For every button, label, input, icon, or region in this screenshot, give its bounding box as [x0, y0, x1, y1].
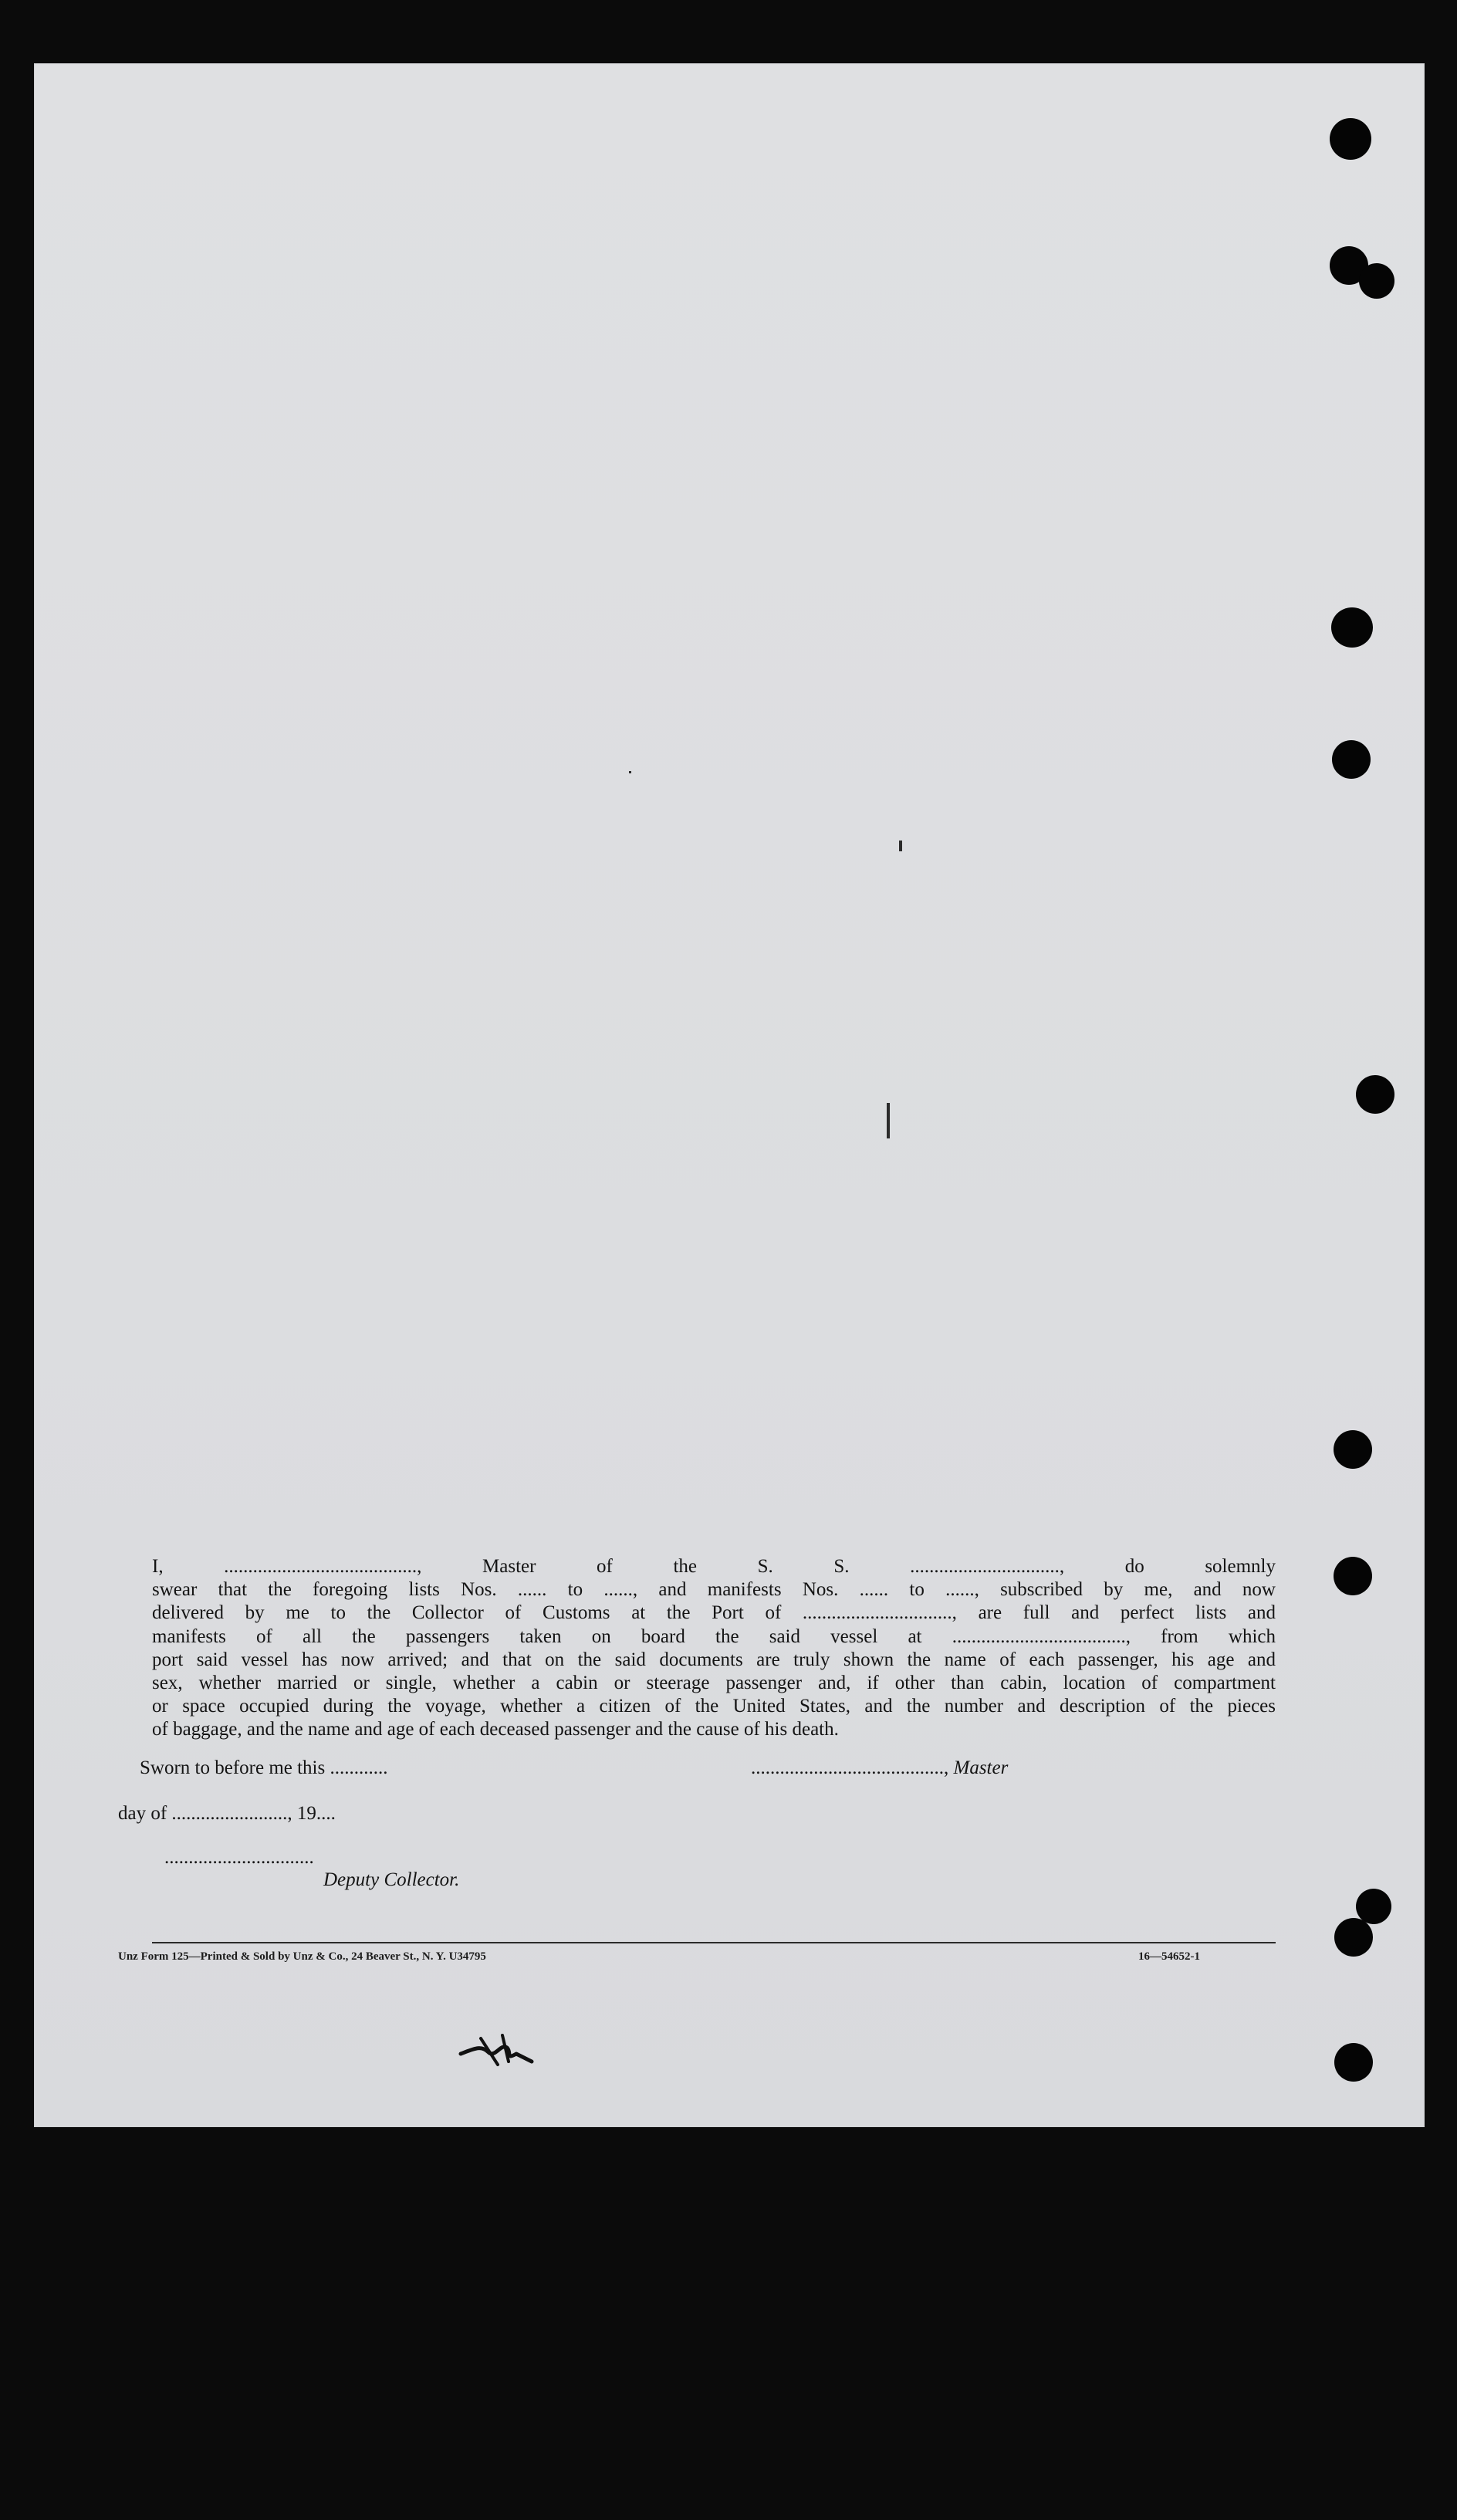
collector-signature-line	[164, 1847, 314, 1869]
handwritten-initials-mark	[458, 2031, 535, 2068]
oath-line: I, ........................................, Master of the S. S. ..............................., do solemnly	[152, 1556, 1276, 1577]
punch-hole	[1334, 1430, 1372, 1469]
ink-speck	[899, 841, 902, 851]
master-signature-line	[751, 1757, 1008, 1779]
day-line	[118, 1803, 336, 1825]
deputy-collector-text: Deputy Collector.	[323, 1869, 460, 1890]
deputy-collector-label	[323, 1869, 459, 1891]
oath-line: manifests of all the passengers taken on board the said vessel at ...................................., from which	[152, 1625, 1276, 1647]
footer-rule	[152, 1942, 1276, 1943]
printer-imprint: Unz Form 125—Printed & Sold by Unz & Co., 24 Beaver St., N. Y. U34795	[118, 1950, 486, 1963]
oath-line: of baggage, and the name and age of each deceased passenger and the cause of his death.	[152, 1719, 839, 1740]
punch-hole	[1356, 1075, 1394, 1114]
sworn-line	[140, 1757, 387, 1779]
punch-hole	[1334, 1918, 1373, 1957]
ink-speck	[629, 771, 631, 773]
oath-line: port said vessel has now arrived; and that on the said documents are truly shown the name of each passenger, his age and	[152, 1649, 1276, 1670]
oath-line: swear that the foregoing lists Nos. ...... to ......, and manifests Nos. ...... to ......, subscribed by me, and now	[152, 1579, 1276, 1601]
oath-line: or space occupied during the voyage, whether a citizen of the United States, and the number and description of the pieces	[152, 1696, 1276, 1717]
punch-hole	[1334, 2043, 1373, 2082]
oath-line: sex, whether married or single, whether a cabin or steerage passenger and, if other than cabin, location of compartment	[152, 1673, 1276, 1694]
manifest-sheet	[34, 63, 1425, 2127]
ink-speck	[887, 1103, 890, 1138]
form-number: 16—54652-1	[1138, 1950, 1200, 1963]
master-label: Master	[953, 1757, 1009, 1778]
punch-hole	[1332, 740, 1371, 779]
punch-hole	[1331, 607, 1373, 648]
oath-line: delivered by me to the Collector of Customs at the Port of ..............................., are full and perfect lists and	[152, 1602, 1276, 1624]
sworn-text: Sworn to before me this ............	[140, 1757, 388, 1778]
punch-hole	[1359, 263, 1394, 299]
collector-signature-dots: ...............................	[164, 1847, 314, 1868]
oath-paragraph	[152, 1555, 1276, 1742]
punch-hole	[1334, 1557, 1372, 1595]
punch-hole	[1330, 118, 1371, 160]
master-signature-dots: ........................................,	[751, 1757, 954, 1778]
day-text: day of ........................, 19....	[118, 1803, 336, 1824]
